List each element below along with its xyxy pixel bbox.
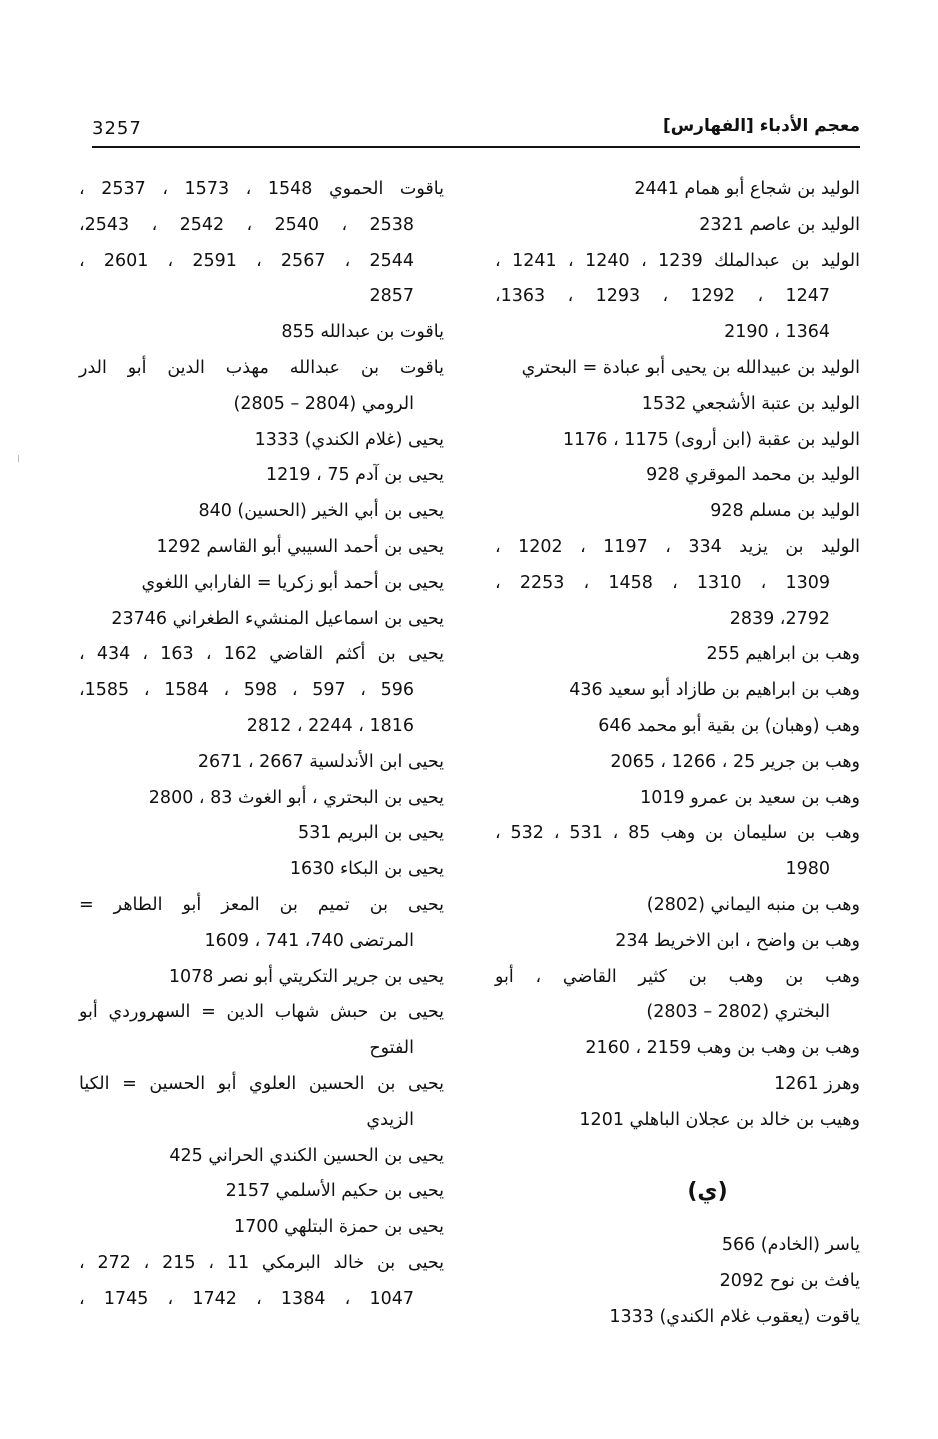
index-entry-line: الوليد بن شجاع أبو همام 2441 (634, 179, 860, 199)
index-entry-line: الفتوح (369, 1038, 414, 1059)
margin-mark (18, 455, 19, 462)
index-entry-line: وهب بن سليمان بن وهب 85 ، 531 ، 532 ، (495, 823, 860, 844)
index-entry-line: يحيى بن جرير التكريتي أبو نصر 1078 (168, 966, 444, 987)
page-header (92, 112, 860, 148)
index-entry-line: وهب بن جرير 25 ، 1266 ، 2065 (610, 751, 860, 772)
index-entry-line: يحيى بن اسماعيل المنشيء الطغراني 23746 (111, 608, 444, 629)
index-entry-line: يحيى بن أبي الخير (الحسين) 840 (198, 501, 444, 522)
index-entry-line: يحيى بن خالد البرمكي 11 ، 215 ، 272 ، (79, 1252, 445, 1273)
index-entry-line: وهب بن سعيد بن عمرو 1019 (640, 787, 860, 808)
index-entry-line: يحيى (غلام الكندي) 1333 (254, 429, 444, 450)
index-entry-line: ياسر (الخادم) 566 (721, 1235, 860, 1255)
index-entry-line: وهب بن ابراهيم بن طازاد أبو سعيد 436 (569, 680, 860, 701)
index-entry-line: الرومي (2804 – 2805) (233, 393, 414, 414)
index-entry-line: الوليد بن مسلم 928 (710, 501, 860, 522)
index-entry-line: الوليد بن يزيد 334 ، 1197 ، 1202 ، (495, 536, 861, 557)
index-entry-line: ياقوت بن عبدالله 855 (281, 322, 444, 343)
index-entry-line: يافث بن نوح 2092 (719, 1270, 860, 1291)
index-entry-line: يحيى بن البريم 531 (298, 823, 444, 844)
index-entry-line: 2544 ، 2567 ، 2591 ، 2601 ، (79, 250, 415, 271)
index-entry-line: الوليد بن عبدالملك 1239 ، 1240 ، 1241 ، (495, 250, 860, 271)
index-entry-line: 1309 ، 1310 ، 1458 ، 2253 ، (495, 572, 831, 593)
index-entry-line: يحيى بن البحتري ، أبو الغوث 83 ، 2800 (148, 787, 444, 808)
index-entry-line: 596 ، 597 ، 598 ، 1584 ، 1585، (79, 680, 415, 701)
index-entry-line: يحيى بن البكاء 1630 (289, 859, 444, 880)
index-entry-line: يحيى بن حبش شهاب الدين = السهروردي أبو (79, 1002, 444, 1023)
index-entry-line: 2857 (369, 286, 414, 307)
index-entry-line: يحيى ابن الأندلسية 2667 ، 2671 (197, 751, 444, 772)
index-entry-line: 2792، 2839 (729, 608, 830, 629)
section-heading: (ي) (687, 1179, 728, 1205)
index-entry-line: ياقوت (يعقوب غلام الكندي) 1333 (609, 1306, 860, 1327)
index-entry-line: ياقوت الحموي 1548 ، 1573 ، 2537 ، (79, 179, 444, 199)
index-entry-line: يحيى بن الحسين العلوي أبو الحسين = الكيا (79, 1073, 444, 1094)
index-entry-line: وهب بن واضح ، ابن الاخريط 234 (615, 930, 860, 951)
running-title: معجم الأدباء [الفهارس] (662, 116, 860, 136)
index-entry-line: يحيى بن حمزة البتلهي 1700 (234, 1217, 444, 1238)
index-entry-line: الوليد بن عقبة (ابن أروى) 1175 ، 1176 (562, 429, 860, 450)
index-entry-line: وهب بن وهب بن وهب 2159 ، 2160 (585, 1038, 860, 1059)
index-entry-line: وهب بن ابراهيم 255 (706, 644, 860, 665)
index-entry-line: الزيدي (366, 1109, 414, 1130)
index-entry-line: وهب بن وهب بن كثير القاضي ، أبو (495, 966, 860, 987)
index-entry-line: 1247 ، 1292 ، 1293 ، 1363، (495, 286, 831, 307)
index-entry-line: البختري (2802 – 2803) (646, 1002, 830, 1023)
index-entry-line: يحيى بن أحمد أبو زكريا = الفارابي اللغوي (141, 572, 444, 593)
index-entry-line: الوليد بن محمد الموقري 928 (646, 465, 860, 486)
index-entry-line: 1980 (785, 859, 830, 880)
index-column-right (495, 172, 860, 1335)
index-entry-line: يحيى بن تميم بن المعز أبو الطاهر = (79, 894, 444, 915)
index-entry-line: المرتضى 740، 741 ، 1609 (204, 930, 414, 951)
index-entry-line: وهرز 1261 (774, 1073, 860, 1094)
section-spacer (495, 1139, 860, 1157)
index-entry-line: 2538 ، 2540 ، 2542 ، 2543، (79, 214, 415, 235)
index-entry-line: ياقوت بن عبدالله مهذب الدين أبو الدر (79, 357, 444, 378)
index-column-left (79, 172, 444, 1318)
index-entry-line: 1816 ، 2244 ، 2812 (246, 715, 414, 736)
index-entry-line: 1047 ، 1384 ، 1742 ، 1745 ، (79, 1288, 415, 1309)
index-entry-line: 1364 ، 2190 (724, 322, 830, 343)
index-entry-line: الوليد بن عتبة الأشجعي 1532 (641, 393, 860, 414)
index-entry-line: الوليد بن عاصم 2321 (699, 214, 860, 235)
index-entry-line: يحيى بن أحمد السيبي أبو القاسم 1292 (156, 536, 444, 557)
index-entry-line: وهب (وهبان) بن بقية أبو محمد 646 (598, 715, 860, 736)
index-entry-line: وهب بن منبه اليماني (2802) (646, 894, 860, 915)
index-entry-line: وهيب بن خالد بن عجلان الباهلي 1201 (579, 1109, 860, 1130)
index-entry-line: يحيى بن أكثم القاضي 162 ، 163 ، 434 ، (79, 644, 444, 665)
index-entry-line: يحيى بن الحسين الكندي الحراني 425 (169, 1145, 444, 1166)
index-entry-line: يحيى بن آدم 75 ، 1219 (265, 465, 444, 486)
index-entry-line: يحيى بن حكيم الأسلمي 2157 (225, 1181, 444, 1202)
index-entry-line: الوليد بن عبيدالله بن يحيى أبو عبادة = البحتري (521, 357, 860, 378)
page-number: 3257 (92, 118, 142, 139)
